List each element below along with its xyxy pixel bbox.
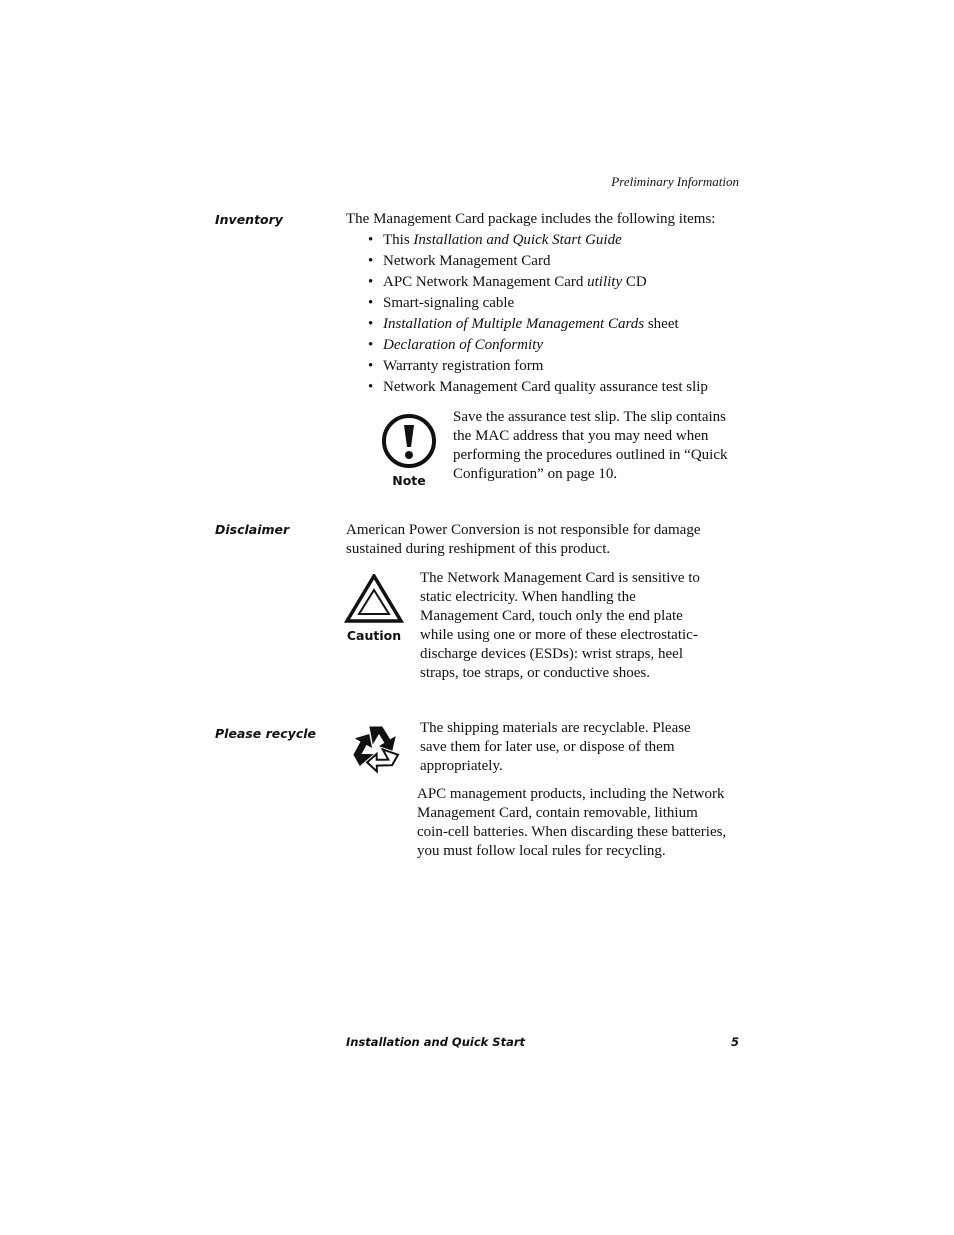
exclamation-icon [380, 414, 438, 470]
disclaimer-line: sustained during reshipment of this product. [346, 541, 611, 557]
list-item: • Declaration of Conformity [346, 335, 746, 356]
caution-label: Caution [346, 628, 402, 643]
list-item: • Warranty registration form [346, 356, 746, 377]
battery-line: you must follow local rules for recycling. [417, 843, 666, 859]
note-text [453, 408, 753, 484]
page-number: 5 [730, 1035, 739, 1049]
note-icon-group [380, 414, 438, 488]
caution-icon-group [344, 574, 404, 643]
recycle-heading: Please recycle [215, 726, 317, 741]
note-line: performing the procedures outlined in “Quick [453, 447, 728, 463]
inventory-heading: Inventory [215, 212, 283, 227]
caution-line: while using one or more of these electrostatic- [420, 627, 698, 643]
recycle-icon [348, 720, 404, 776]
caution-line: discharge devices (ESDs): wrist straps, heel [420, 646, 683, 662]
recycle-icon-group [348, 720, 404, 781]
battery-line: coin-cell batteries. When discarding these batteries, [417, 824, 727, 840]
list-item: • Smart-signaling cable [346, 293, 746, 314]
list-item: • Network Management Card [346, 251, 746, 272]
list-item: • Network Management Card quality assurance test slip [346, 377, 746, 398]
list-item: • Installation of Multiple Management Cards sheet [346, 314, 746, 335]
disclaimer-line: American Power Conversion is not responsible for damage [346, 522, 701, 538]
note-label: Note [392, 473, 426, 488]
disclaimer-text [346, 521, 746, 559]
recycle-line: appropriately. [420, 758, 503, 774]
recycle-line: save them for later use, or dispose of them [420, 739, 675, 755]
running-header: Preliminary Information [611, 174, 739, 189]
battery-line: APC management products, including the Network [417, 786, 725, 802]
note-line: the MAC address that you may need when [453, 428, 709, 444]
warning-triangle-icon [344, 574, 404, 624]
disclaimer-heading: Disclaimer [215, 522, 290, 537]
inventory-list [346, 230, 746, 398]
battery-text [417, 785, 747, 861]
recycle-text [420, 719, 750, 776]
list-item: • APC Network Management Card utility CD [346, 272, 746, 293]
caution-line: static electricity. When handling the [420, 589, 636, 605]
list-item: • This Installation and Quick Start Guide [346, 230, 746, 251]
note-line: Save the assurance test slip. The slip contains [453, 409, 726, 425]
caution-line: straps, toe straps, or conductive shoes. [420, 665, 650, 681]
battery-line: Management Card, contain removable, lithium [417, 805, 698, 821]
recycle-line: The shipping materials are recyclable. Please [420, 720, 691, 736]
footer-title: Installation and Quick Start [346, 1035, 526, 1049]
caution-line: Management Card, touch only the end plate [420, 608, 683, 624]
inventory-intro: The Management Card package includes the following items: [346, 211, 716, 227]
caution-text [420, 569, 750, 683]
note-line: Configuration” on page 10. [453, 466, 618, 482]
caution-line: The Network Management Card is sensitive to [420, 570, 700, 586]
